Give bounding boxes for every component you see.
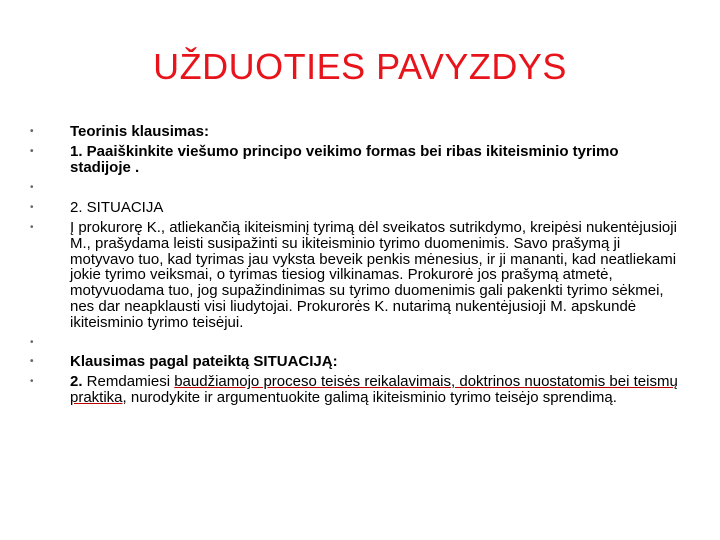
empty-line bbox=[70, 180, 680, 196]
bullet-icon: • bbox=[30, 221, 34, 233]
bullet-icon: • bbox=[30, 145, 34, 157]
bullet-icon: • bbox=[30, 356, 34, 368]
bullet-item-8 bbox=[30, 374, 680, 406]
bullet-icon: • bbox=[30, 126, 34, 137]
bullet-item-3 bbox=[30, 180, 680, 196]
question-lead: Remdamiesi bbox=[82, 373, 171, 391]
situation-question-text bbox=[70, 373, 678, 406]
bullet-item-6 bbox=[30, 335, 680, 351]
question-number: 2. bbox=[70, 373, 83, 391]
theory-question-heading: Teorinis klausimas: bbox=[70, 123, 209, 140]
situation-question-heading: Klausimas pagal pateiktą SITUACIJĄ: bbox=[70, 353, 338, 371]
situation-text: Į prokurorę K., atliekančią ikiteisminį tyrimą dėl sveikatos sutrikdymo, kreipėsi nukentėjusioji M., prašydama leisti susipažinti su ikiteisminio tyrimo duomenimis. Savo prašymą ji motyvavo tuo, kad tyrimas jau vyksta beveik penkis mėnesius, ir ji mananti, kad neatliekami jokie tyrimo veiksmai, o tyrimas tiesiog vilkinamas. Prokurorė jos prašymą atmetė, motyvuodama tuo, jog supažindinimas su tyrimo duomenimis gali pakenkti tyrimo sėkmei, nes dar neapklausti visi liudytojai. Prokurorės K. nutarimą nukentėjusioji M. apskundė ikiteisminio tyrimo teisėjui. bbox=[70, 218, 677, 331]
slide-title: UŽDUOTIES PAVYZDYS bbox=[153, 46, 567, 87]
situation-heading: 2. SITUACIJA bbox=[70, 199, 164, 217]
bullet-item-2 bbox=[30, 144, 680, 176]
empty-line bbox=[70, 335, 680, 351]
slide-body bbox=[30, 124, 680, 406]
underlined-phrase: baudžiamojo proceso teisės reikalavimais, doktrinos nuostatomis bei teismų praktika bbox=[70, 373, 678, 406]
bullet-icon: • bbox=[30, 376, 34, 388]
bullet-item-4 bbox=[30, 200, 680, 216]
bullet-icon: • bbox=[30, 202, 34, 214]
bullet-icon: • bbox=[30, 182, 34, 194]
bullet-item-5 bbox=[30, 220, 680, 331]
theory-question-text: 1. Paaiškinkite viešumo principo veikimo formas bei ribas ikiteisminio tyrimo stadijoje . bbox=[70, 142, 619, 176]
bullet-item-1 bbox=[30, 124, 680, 140]
bullet-item-7 bbox=[30, 354, 680, 370]
question-rest: , nurodykite ir argumentuokite galimą ikiteisminio tyrimo teisėjo sprendimą. bbox=[122, 388, 617, 406]
bullet-icon: • bbox=[30, 336, 34, 348]
